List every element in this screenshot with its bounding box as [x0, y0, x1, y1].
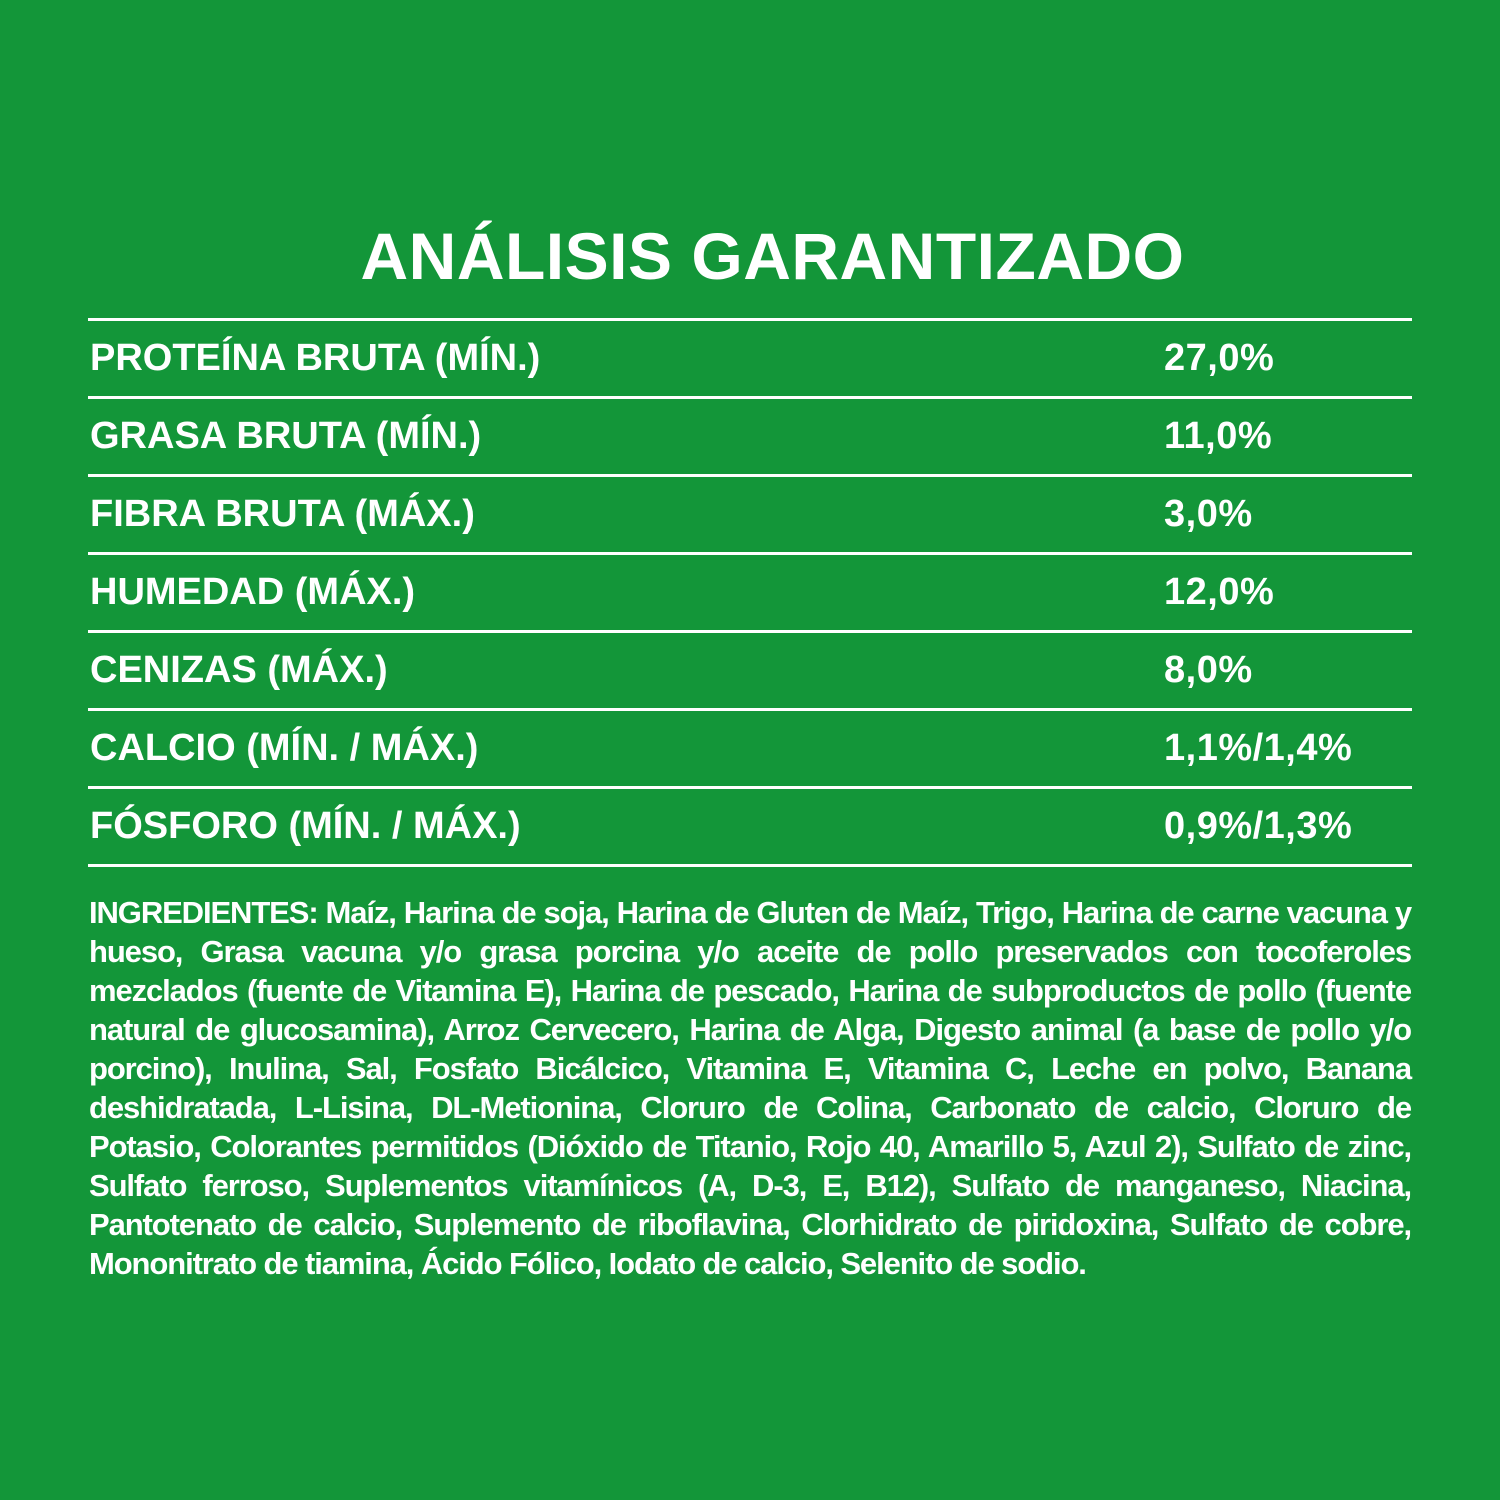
row-value: 27,0% — [1164, 337, 1275, 379]
table-row — [88, 477, 1412, 552]
row-label: FIBRA BRUTA (MÁX.) — [90, 493, 475, 535]
ingredients-text: INGREDIENTES: Maíz, Harina de soja, Harina de Gluten de Maíz, Trigo, Harina de carne vacuna y hueso, Grasa vacuna y/o grasa porcina y/o aceite de pollo preservados con tocoferoles mezclados (fuente de Vitamina E), Harina de pescado, Harina de subproductos de pollo (fuente natural de glucosamina), Arroz Cervecero, Harina de Alga, Digesto animal (a base de pollo y/o porcino), Inulina, Sal, Fosfato Bicálcico, Vitamina E, Vitamina C, Leche en polvo, Banana deshidratada, L-Lisina, DL-Metionina, Cloruro de Colina, Carbonato de calcio, Cloruro de Potasio, Colorantes permitidos (Dióxido de Titanio, Rojo 40, Amarillo 5, Azul 2), Sulfato de zinc, Sulfato ferroso, Suplementos vitamínicos (A, D-3, E, B12), Sulfato de manganeso, Niacina, Pantotenato de calcio, Suplemento de riboflavina, Clorhidrato de piridoxina, Sulfato de cobre, Mononitrato de tiamina, Ácido Fólico, Iodato de calcio, Selenito de sodio. — [89, 895, 1411, 1281]
row-label: CALCIO (MÍN. / MÁX.) — [90, 727, 479, 769]
row-value: 0,9%/1,3% — [1164, 805, 1353, 847]
table-row — [88, 633, 1412, 708]
row-value: 3,0% — [1164, 493, 1253, 535]
table-row — [88, 555, 1412, 630]
analysis-table — [88, 318, 1412, 867]
row-label: GRASA BRUTA (MÍN.) — [90, 415, 482, 457]
table-row — [88, 399, 1412, 474]
row-label: PROTEÍNA BRUTA (MÍN.) — [90, 337, 541, 379]
table-row — [88, 789, 1412, 864]
table-divider — [88, 864, 1412, 867]
row-value: 11,0% — [1164, 415, 1273, 457]
row-value: 8,0% — [1164, 649, 1253, 691]
table-row — [88, 321, 1412, 396]
row-label: HUMEDAD (MÁX.) — [90, 571, 416, 613]
table-row — [88, 711, 1412, 786]
row-label: CENIZAS (MÁX.) — [90, 649, 388, 691]
page-title: ANÁLISIS GARANTIZADO — [360, 219, 1185, 293]
row-label: FÓSFORO (MÍN. / MÁX.) — [90, 805, 521, 847]
row-value: 12,0% — [1164, 571, 1275, 613]
row-value: 1,1%/1,4% — [1164, 727, 1353, 769]
